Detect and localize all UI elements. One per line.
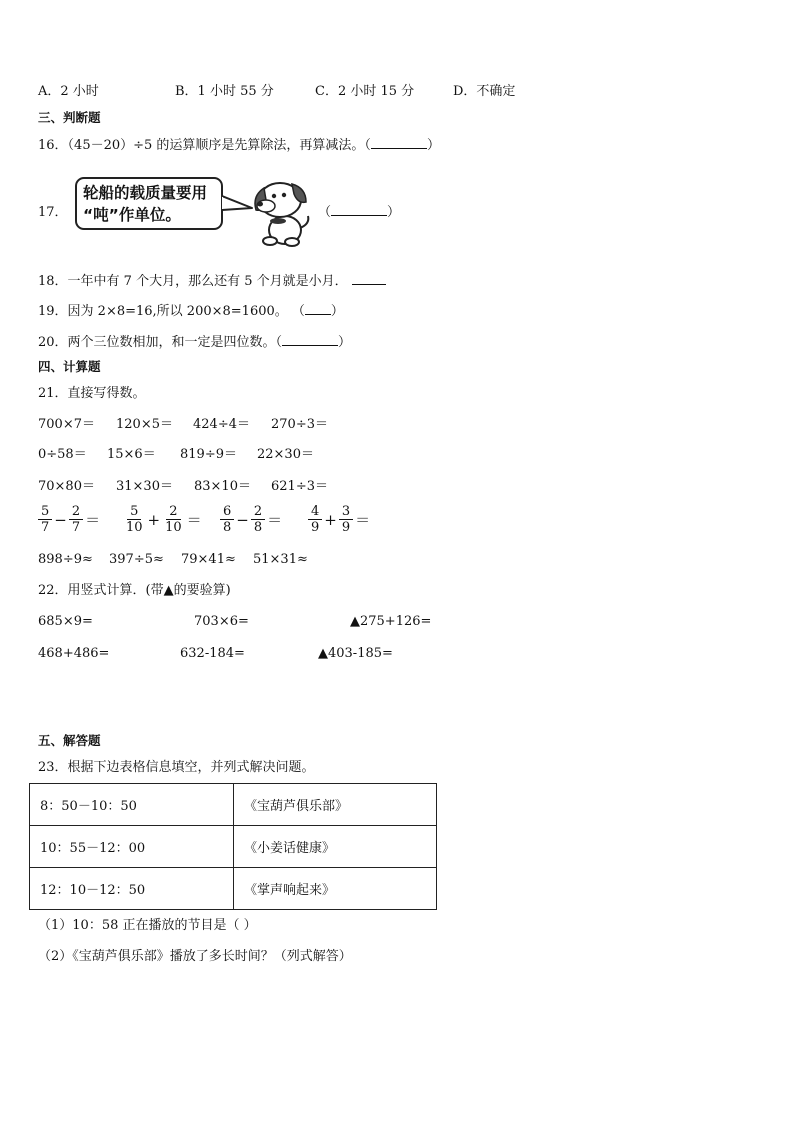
- answer-blank[interactable]: [305, 302, 331, 315]
- calc-item: 700×7＝: [38, 417, 95, 432]
- calc-item: 31×30＝: [116, 479, 173, 494]
- question-20: [38, 333, 351, 351]
- question-19: [38, 302, 344, 320]
- option-d: D．不确定: [453, 84, 516, 99]
- equals-sign: ＝: [85, 510, 101, 529]
- fraction: [339, 504, 353, 535]
- numerator: 4: [308, 504, 322, 520]
- question-20-close: ）: [338, 335, 352, 350]
- question-21-text: 21．直接写得数。: [38, 386, 146, 401]
- question-17-answer: [318, 203, 400, 221]
- question-17-close: ）: [387, 205, 401, 220]
- question-16-text: 16．（45－20）÷5 的运算顺序是先算除法，再算减法。（: [38, 138, 371, 153]
- option-c: C．2 小时 15 分: [315, 84, 415, 99]
- question-19-text: 19．因为 2×8=16,所以 200×8=1600。 （: [38, 304, 305, 319]
- dog-illustration: [222, 178, 314, 248]
- time-cell: 8：50－10：50: [30, 784, 234, 826]
- vertical-calc-item: ▲275+126=: [350, 614, 432, 629]
- program-cell: 《掌声响起来》: [234, 868, 437, 910]
- estimate-item: 898÷9≈: [38, 552, 93, 567]
- equals-sign: ＝: [267, 510, 283, 529]
- estimate-item: 51×31≈: [253, 552, 308, 567]
- calc-item: 120×5＝: [116, 417, 173, 432]
- fraction: [69, 504, 83, 535]
- denominator: 10: [165, 520, 182, 535]
- fraction: [123, 504, 146, 535]
- question-22-text: 22．用竖式计算．(带▲的要验算): [38, 583, 231, 598]
- answer-blank[interactable]: [331, 203, 387, 216]
- fraction: [38, 504, 52, 535]
- table-row: [30, 868, 437, 910]
- denominator: 7: [41, 520, 50, 535]
- question-18: [38, 272, 386, 290]
- table-row: [30, 826, 437, 868]
- answer-blank[interactable]: [352, 272, 386, 285]
- denominator: 9: [341, 520, 351, 535]
- fraction-item: [123, 504, 204, 540]
- fraction-item: [220, 504, 284, 540]
- time-cell: 12：10－12：50: [30, 868, 234, 910]
- calc-item: 15×6＝: [107, 447, 156, 462]
- fraction: [251, 504, 265, 535]
- question-17-number: 17．: [38, 205, 68, 220]
- option-b: B．1 小时 55 分: [175, 84, 274, 99]
- time-cell: 10：55－12：00: [30, 826, 234, 868]
- vertical-calc-item: 685×9=: [38, 614, 93, 629]
- speech-bubble: [75, 177, 223, 230]
- fraction: [308, 504, 322, 535]
- answer-blank[interactable]: [282, 333, 338, 346]
- numerator: 3: [339, 504, 353, 520]
- calc-item: 424÷4＝: [193, 417, 250, 432]
- question-18-text: 18．一年中有 7 个大月，那么还有 5 个月就是小月．: [38, 274, 348, 289]
- question-20-text: 20．两个三位数相加，和一定是四位数。（: [38, 335, 283, 350]
- denominator: 8: [223, 520, 232, 535]
- operator: +: [324, 510, 337, 529]
- question-19-close: ）: [330, 304, 344, 319]
- calc-item: 621÷3＝: [271, 479, 328, 494]
- numerator: 6: [220, 504, 234, 520]
- operator: +: [147, 510, 161, 529]
- question-23-text: 23．根据下边表格信息填空，并列式解决问题。: [38, 760, 315, 775]
- fraction-item: [38, 504, 102, 540]
- question-23-sub2: （2）《宝葫芦俱乐部》播放了多长时间？（列式解答）: [38, 949, 352, 964]
- vertical-calc-item: ▲403-185=: [318, 646, 393, 661]
- calc-item: 70×80＝: [38, 479, 95, 494]
- section-title-calculation: 四、计算题: [38, 359, 101, 374]
- program-cell: 《小姜话健康》: [234, 826, 437, 868]
- bubble-line-1: 轮船的载质量要用: [83, 184, 208, 202]
- fraction: [220, 504, 234, 535]
- numerator: 2: [166, 504, 180, 520]
- calc-item: 270÷3＝: [271, 417, 328, 432]
- schedule-table: [29, 783, 437, 910]
- numerator: 5: [38, 504, 52, 520]
- calc-item: 0÷58＝: [38, 447, 87, 462]
- estimate-item: 79×41≈: [181, 552, 236, 567]
- vertical-calc-item: 632-184=: [180, 646, 245, 661]
- operator: −: [54, 510, 67, 529]
- program-cell: 《宝葫芦俱乐部》: [234, 784, 437, 826]
- fraction-item: [308, 504, 372, 540]
- estimate-item: 397÷5≈: [109, 552, 164, 567]
- option-a: A．2 小时: [38, 84, 99, 99]
- question-16: [38, 136, 440, 154]
- equals-sign: ＝: [186, 510, 202, 529]
- denominator: 7: [71, 520, 81, 535]
- question-23-sub1: （1）10：58 正在播放的节目是（ ）: [38, 918, 257, 933]
- numerator: 5: [127, 504, 141, 520]
- question-17-open: （: [318, 205, 332, 220]
- denominator: 9: [311, 520, 320, 535]
- vertical-calc-item: 468+486=: [38, 646, 110, 661]
- table-row: [30, 784, 437, 826]
- vertical-calc-item: 703×6=: [194, 614, 249, 629]
- equals-sign: ＝: [355, 510, 371, 529]
- calc-item: 819÷9＝: [180, 447, 237, 462]
- fraction: [162, 504, 185, 535]
- section-title-judgement: 三、判断题: [38, 110, 101, 125]
- denominator: 10: [126, 520, 143, 535]
- numerator: 2: [69, 504, 83, 520]
- answer-blank[interactable]: [371, 136, 427, 149]
- operator: −: [236, 510, 249, 529]
- calc-item: 22×30＝: [257, 447, 314, 462]
- numerator: 2: [251, 504, 265, 520]
- denominator: 8: [253, 520, 263, 535]
- calc-item: 83×10＝: [194, 479, 251, 494]
- question-16-close: ）: [426, 138, 440, 153]
- bubble-line-2: “吨”作单位。: [83, 206, 181, 224]
- section-title-answer: 五、解答题: [38, 733, 101, 748]
